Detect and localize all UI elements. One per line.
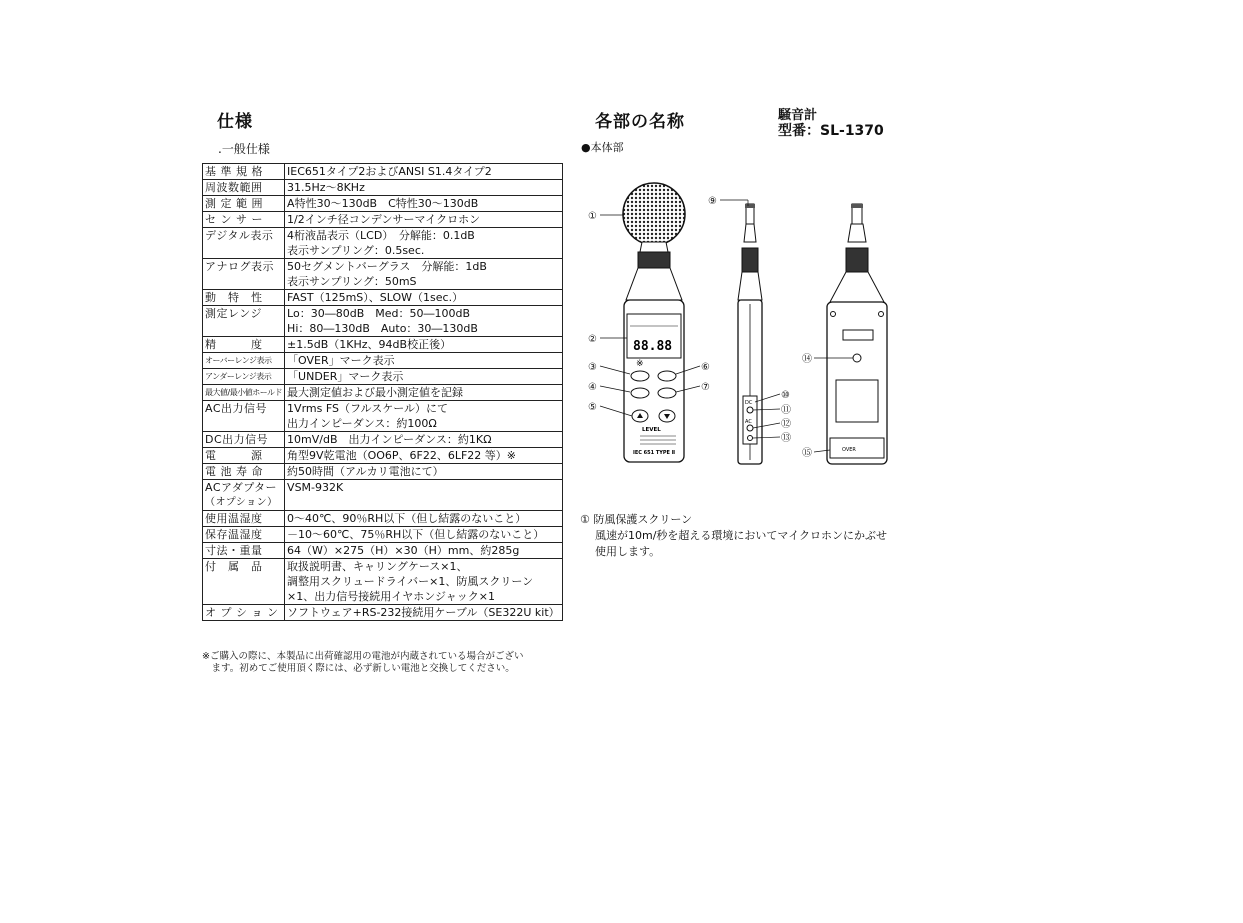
spec-row [203, 306, 563, 337]
callout-5: ⑤ [588, 402, 597, 413]
battery-note-line2: ます。初めてご使用頂く際には、必ず新しい電池と交換してください。 [202, 663, 515, 674]
product-name: 騒音計 [778, 108, 818, 123]
front-view [623, 183, 685, 462]
callout-13: ⑬ [781, 433, 791, 444]
svg-text:※: ※ [636, 359, 644, 369]
spec-row [203, 559, 563, 605]
battery-note-line1: ※ご購入の際に、本製品に出荷確認用の電池が内蔵されている場合がござい [202, 651, 524, 662]
side-view [738, 204, 762, 464]
spec-row [203, 164, 563, 180]
spec-value: 31.5Hz～8KHz [285, 180, 563, 196]
callout-10: ⑩ [781, 390, 790, 401]
callout-14: ⑭ [802, 354, 812, 365]
part1-description-line2: 使用します。 [595, 545, 661, 558]
windscreen-icon [623, 183, 685, 245]
spec-title: 仕様 [217, 112, 253, 132]
callout-9: ⑨ [708, 196, 717, 207]
battery-cover [830, 438, 884, 458]
spec-key: AC出力信号 [203, 401, 285, 432]
body-section-label: ●本体部 [581, 141, 624, 154]
callout-4: ④ [588, 382, 597, 393]
spec-key: 寸法・重量 [203, 543, 285, 559]
spec-row [203, 369, 563, 385]
tripod-screw [853, 354, 861, 362]
spec-row [203, 401, 563, 432]
spec-key: 電 池 寿 命 [203, 464, 285, 480]
callout-6: ⑥ [701, 362, 710, 373]
spec-row [203, 448, 563, 464]
spec-value: IEC651タイプ2およびANSI S1.4タイプ2 [285, 164, 563, 180]
callout-11: ⑪ [781, 405, 791, 416]
spec-value: 0～40℃、90％RH以下（但し結露のないこと） [285, 511, 563, 527]
spec-key: 精 度 [203, 337, 285, 353]
callout-1: ① [588, 211, 597, 222]
spec-key: 電 源 [203, 448, 285, 464]
spec-row [203, 543, 563, 559]
part1-description-title: ① 防風保護スクリーン [580, 513, 693, 526]
spec-value: FAST（125mS）、SLOW（1sec.） [285, 290, 563, 306]
spec-value: 4桁液晶表示（LCD） 分解能：0.1dB 表示サンプリング：0.5sec. [285, 228, 563, 259]
standard-label: IEC 651 TYPE Ⅱ [633, 450, 676, 456]
svg-text:AC: AC [745, 419, 752, 425]
svg-text:OVER: OVER [842, 447, 856, 453]
svg-text:LEVEL: LEVEL [642, 427, 661, 433]
spec-row [203, 432, 563, 448]
ac-button [658, 371, 676, 381]
callout-12: ⑫ [781, 419, 791, 430]
lcd-digits: 88.88 [633, 339, 673, 354]
spec-row [203, 180, 563, 196]
spec-row [203, 353, 563, 369]
maxmin-button [658, 388, 676, 398]
spec-value: 50セグメントバーグラス 分解能：1dB 表示サンプリング：50mS [285, 259, 563, 290]
model-number: 型番：SL-1370 [778, 123, 884, 139]
spec-value: VSM-932K [285, 480, 563, 511]
spec-key: 周波数範囲 [203, 180, 285, 196]
spec-row [203, 480, 563, 511]
spec-value: Lo：30―80dB Med：50―100dB Hi：80―130dB Auto：30―130dB [285, 306, 563, 337]
callout-3: ③ [588, 362, 597, 373]
callout-7: ⑦ [701, 382, 710, 393]
spec-key: オ プ シ ョ ン [203, 605, 285, 621]
sound-meter-diagram [570, 180, 900, 470]
spec-value: 約50時間（アルカリ電池にて） [285, 464, 563, 480]
spec-key: オーバーレンジ表示 [203, 353, 285, 369]
spec-key: 動 特 性 [203, 290, 285, 306]
spec-key: DC出力信号 [203, 432, 285, 448]
spec-key: 測 定 範 囲 [203, 196, 285, 212]
spec-row [203, 290, 563, 306]
light-button [631, 388, 649, 398]
spec-value: －10～60℃、75％RH以下（但し結露のないこと） [285, 527, 563, 543]
spec-key: ACアダプター （オプション） [203, 480, 285, 511]
spec-row [203, 385, 563, 401]
spec-table [202, 163, 563, 621]
spec-key: アンダーレンジ表示 [203, 369, 285, 385]
spec-key: デジタル表示 [203, 228, 285, 259]
spec-value: ソフトウェア+RS-232接続用ケーブル（SE322U kit） [285, 605, 563, 621]
spec-row [203, 228, 563, 259]
spec-row [203, 212, 563, 228]
spec-row [203, 464, 563, 480]
spec-value: 10mV/dB 出力インピーダンス：約1KΩ [285, 432, 563, 448]
spec-value: 角型9V乾電池（OO6P、6F22、6LF22 等）※ [285, 448, 563, 464]
callout-15: ⑮ [802, 448, 812, 459]
parts-title: 各部の名称 [595, 112, 685, 132]
spec-key: 基 準 規 格 [203, 164, 285, 180]
general-spec-subtitle: .一般仕様 [218, 142, 270, 156]
spec-value: 1/2インチ径コンデンサーマイクロホン [285, 212, 563, 228]
back-view [827, 204, 887, 464]
spec-value: 「OVER」マーク表示 [285, 353, 563, 369]
spec-value: 最大測定値および最小測定値を記録 [285, 385, 563, 401]
spec-key: 測定レンジ [203, 306, 285, 337]
spec-row [203, 605, 563, 621]
power-button [631, 371, 649, 381]
svg-text:DC: DC [745, 400, 753, 406]
spec-key: アナログ表示 [203, 259, 285, 290]
spec-value: 「UNDER」マーク表示 [285, 369, 563, 385]
spec-value: 取扱説明書、キャリングケース×1、 調整用スクリュードライバー×1、防風スクリーン ×1、出力信号接続用イヤホンジャック×1 [285, 559, 563, 605]
spec-value: ±1.5dB（1KHz、94dB校正後） [285, 337, 563, 353]
spec-value: A特性30～130dB C特性30～130dB [285, 196, 563, 212]
spec-value: 1Vrms FS（フルスケール）にて 出力インピーダンス：約100Ω [285, 401, 563, 432]
part1-description-line1: 風速が10m/秒を超える環境においてマイクロホンにかぶせ [595, 529, 887, 542]
callout-2: ② [588, 334, 597, 345]
spec-key: 最大値/最小値ホールド [203, 385, 285, 401]
spec-key: 保存温湿度 [203, 527, 285, 543]
spec-row [203, 511, 563, 527]
spec-key: 付 属 品 [203, 559, 285, 605]
spec-key: セ ン サ ー [203, 212, 285, 228]
spec-row [203, 527, 563, 543]
spec-key: 使用温湿度 [203, 511, 285, 527]
spec-row [203, 337, 563, 353]
spec-row [203, 196, 563, 212]
spec-row [203, 259, 563, 290]
spec-value: 64（W）×275（H）×30（H）mm、約285g [285, 543, 563, 559]
